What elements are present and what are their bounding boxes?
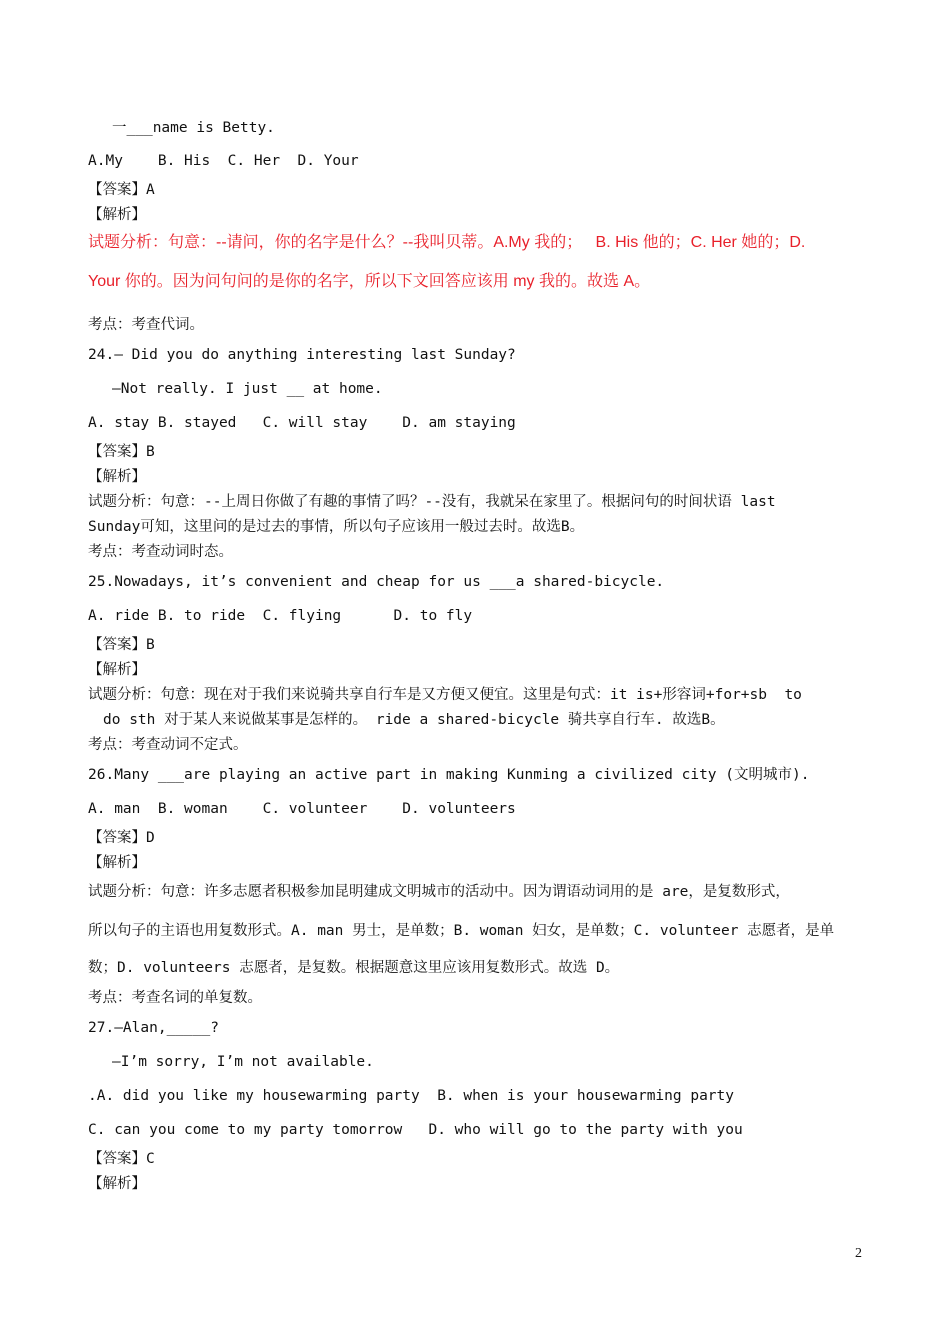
q24-reply: —Not really. I just __ at home. — [112, 381, 383, 397]
q25-point: 考点：考查动词不定式。 — [88, 737, 248, 753]
q23-analysis-1: 试题分析：句意：--请问，你的名字是什么？--我叫贝蒂。A.My 我的； B. His 他的；C. Her 她的；D. — [88, 234, 806, 251]
q24-analysis-1: 试题分析：句意：--上周日你做了有趣的事情了吗？--没有，我就呆在家里了。根据问句的时间状语 last — [88, 494, 776, 510]
q27-reply: —I’m sorry, I’m not available. — [112, 1054, 374, 1070]
q23-analysis-2: Your 你的。因为问句问的是你的名字，所以下文回答应该用 my 我的。故选 A。 — [88, 273, 651, 290]
q25-question: 25.Nowadays, it’s convenient and cheap for us ___a shared-bicycle. — [88, 574, 665, 590]
q23-options: A.My B. His C. Her D. Your — [88, 153, 359, 169]
q25-analysis-2: do sth 对于某人来说做某事是怎样的。 ride a shared-bicycle 骑共享自行车. 故选B。 — [103, 712, 725, 728]
q26-analysis-3: 数；D. volunteers 志愿者，是复数。根据题意这里应该用复数形式。故选 D。 — [88, 960, 620, 976]
q26-analysis-label: 【解析】 — [88, 855, 146, 871]
q27-options-2: C. can you come to my party tomorrow D. who will go to the party with you — [88, 1122, 743, 1138]
q23-answer-line: 一___name is Betty. — [112, 120, 275, 136]
q27-analysis-label: 【解析】 — [88, 1176, 146, 1192]
q23-point: 考点：考查代词。 — [88, 317, 204, 333]
q25-answer: 【答案】B — [88, 637, 155, 653]
q26-point: 考点：考查名词的单复数。 — [88, 990, 262, 1006]
q24-answer: 【答案】B — [88, 444, 155, 460]
q26-analysis-1: 试题分析：句意：许多志愿者积极参加昆明建成文明城市的活动中。因为谓语动词用的是 are，是复数形式， — [88, 884, 790, 900]
q26-options: A. man B. woman C. volunteer D. volunteers — [88, 801, 516, 817]
q24-analysis-2: Sunday可知，这里问的是过去的事情，所以句子应该用一般过去时。故选B。 — [88, 519, 585, 535]
q26-question: 26.Many ___are playing an active part in making Kunming a civilized city (文明城市). — [88, 767, 810, 783]
q27-question: 27.—Alan,_____? — [88, 1020, 219, 1036]
q23-analysis-label: 【解析】 — [88, 207, 146, 223]
q25-analysis-label: 【解析】 — [88, 662, 146, 678]
q24-question: 24.— Did you do anything interesting last Sunday? — [88, 347, 516, 363]
q24-point: 考点：考查动词时态。 — [88, 544, 233, 560]
q26-answer: 【答案】D — [88, 830, 155, 846]
q27-options-1: .A. did you like my housewarming party B. when is your housewarming party — [88, 1088, 735, 1104]
q23-answer: 【答案】A — [88, 182, 155, 198]
q27-answer: 【答案】C — [88, 1151, 155, 1167]
q26-analysis-2: 所以句子的主语也用复数形式。A. man 男士，是单数；B. woman 妇女，是单数；C. volunteer 志愿者，是单 — [88, 923, 835, 939]
q25-analysis-1: 试题分析：句意：现在对于我们来说骑共享自行车是又方便又便宜。这里是句式：it is+形容词+for+sb to — [88, 687, 802, 703]
q24-analysis-label: 【解析】 — [88, 469, 146, 485]
q24-options: A. stay B. stayed C. will stay D. am staying — [88, 415, 516, 431]
q25-options: A. ride B. to ride C. flying D. to fly — [88, 608, 473, 624]
page-number: 2 — [855, 1246, 862, 1261]
